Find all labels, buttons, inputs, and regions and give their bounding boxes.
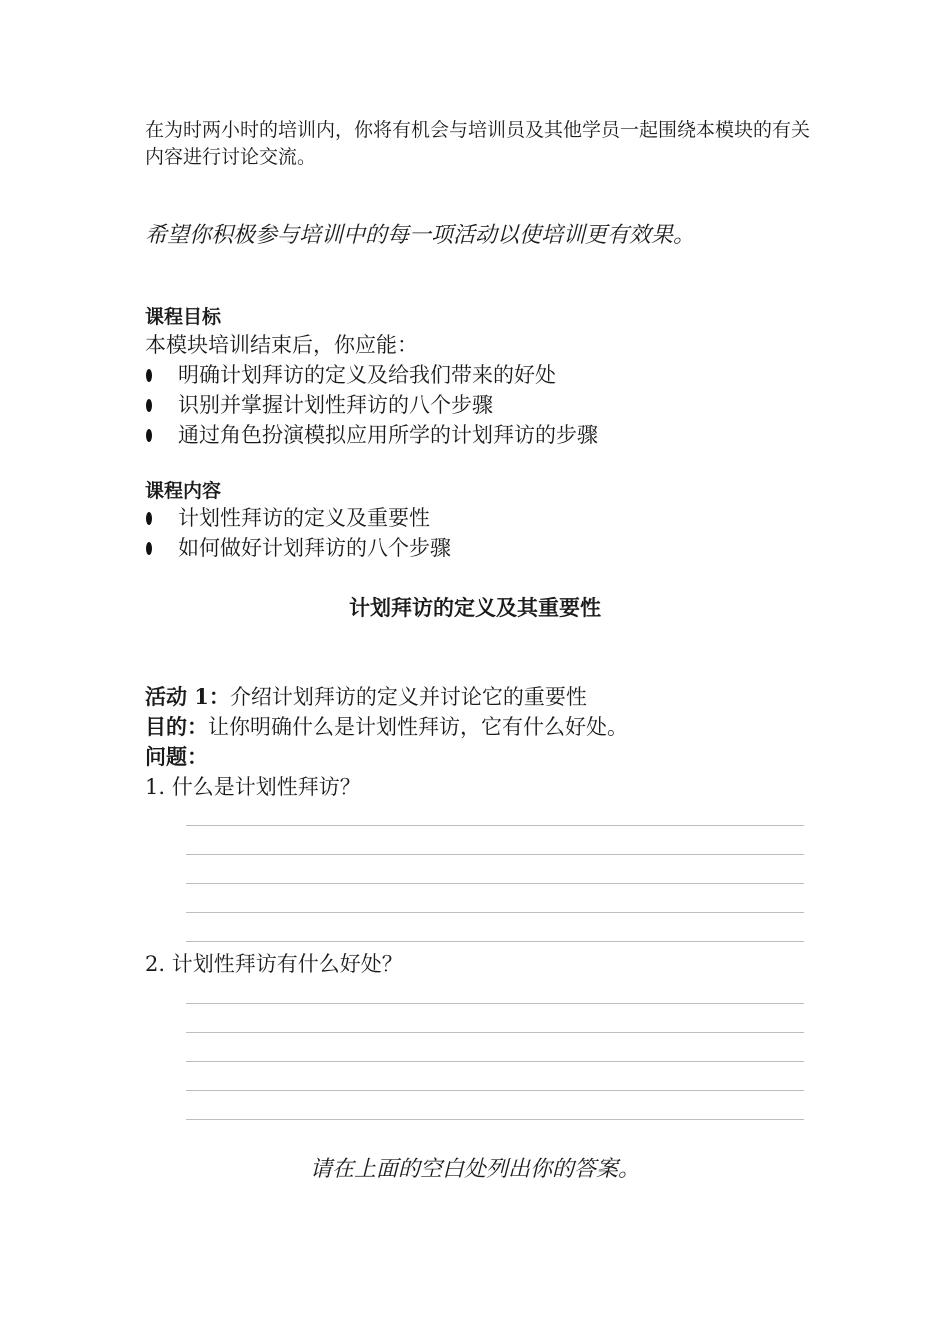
answer-line: [186, 912, 804, 913]
purpose-label: 目的：: [145, 714, 208, 739]
answer-line: [186, 1003, 804, 1004]
encourage-text: 希望你积极参与培训中的每一项活动以使培训更有效果。: [145, 223, 696, 248]
answer-line: [186, 1032, 804, 1033]
bullet-icon: [146, 429, 152, 442]
purpose-line: [145, 712, 628, 742]
answer-line: [186, 1119, 804, 1120]
list-item: [145, 533, 451, 563]
objectives-lead: 本模块培训结束后，你应能：: [145, 333, 418, 357]
answer-line: [186, 941, 804, 942]
answer-line: [186, 1090, 804, 1091]
answer-line: [186, 1061, 804, 1062]
list-item: [145, 360, 598, 390]
footer-note: 请在上面的空白处列出你的答案。: [309, 1157, 640, 1182]
list-item: [145, 503, 451, 533]
purpose-text: 让你明确什么是计划性拜访，它有什么好处。: [208, 715, 628, 739]
content-text: 如何做好计划拜访的八个步骤: [178, 536, 451, 560]
objective-text: 识别并掌握计划性拜访的八个步骤: [178, 393, 493, 417]
objectives-title: 课程目标: [145, 306, 222, 328]
objective-text: 通过角色扮演模拟应用所学的计划拜访的步骤: [178, 423, 598, 447]
answer-line: [186, 854, 804, 855]
question-2: 2. 计划性拜访有什么好处？: [145, 952, 403, 976]
bullet-icon: [146, 542, 152, 555]
objectives-list: [145, 360, 598, 450]
section-heading: 计划拜访的定义及其重要性: [349, 596, 601, 620]
bullet-icon: [146, 369, 152, 382]
answer-line: [186, 883, 804, 884]
activity-text: 介绍计划拜访的定义并讨论它的重要性: [229, 685, 587, 709]
answer-area-2[interactable]: [186, 1003, 804, 1148]
objective-text: 明确计划拜访的定义及给我们带来的好处: [178, 363, 556, 387]
content-text: 计划性拜访的定义及重要性: [178, 506, 430, 530]
activity-label: 活动 1：: [145, 684, 230, 709]
list-item: [145, 420, 598, 450]
bullet-icon: [146, 512, 152, 525]
contents-title: 课程内容: [145, 480, 222, 502]
answer-line: [186, 825, 804, 826]
questions-label: 问题：: [145, 744, 208, 769]
list-item: [145, 390, 598, 420]
bullet-icon: [146, 399, 152, 412]
activity-line: [145, 682, 587, 712]
question-1: 1. 什么是计划性拜访？: [145, 775, 361, 799]
intro-paragraph: 在为时两小时的培训内，你将有机会与培训员及其他学员一起围绕本模块的有关内容进行讨论交流。: [145, 119, 811, 168]
contents-list: [145, 503, 451, 563]
